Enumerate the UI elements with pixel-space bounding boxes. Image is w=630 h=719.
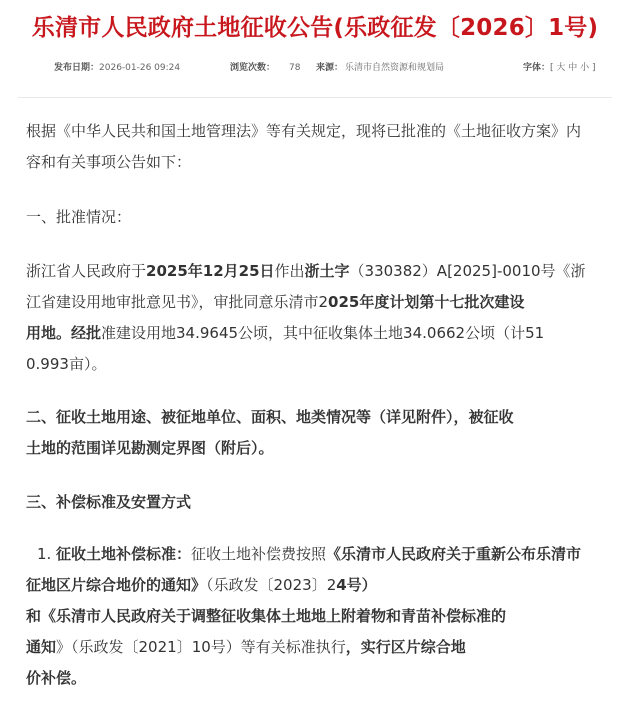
item1-line-1 xyxy=(56,539,608,570)
item1-line-2 xyxy=(26,570,608,601)
item1-bold: ，实行区片综合地 xyxy=(345,638,466,656)
article-meta xyxy=(0,60,630,74)
item1-bold: 和《乐清市人民政府关于调整征收集体土地地上附着物和青苗补偿标准的 xyxy=(26,607,507,625)
item1-part: （乐政发〔2023〕2 xyxy=(206,576,337,594)
intro-line: 容和有关事项公告如下： xyxy=(26,153,192,171)
divider xyxy=(18,97,612,98)
section1-line-1 xyxy=(26,256,606,287)
item1-part: 》（乐政发〔2021〕10号）等有关标准执行 xyxy=(56,638,346,656)
item1-part: 征收土地补偿费按照 xyxy=(191,545,327,563)
section1-bold-date: 2025年12月25日 xyxy=(146,262,275,280)
section1-line-3 xyxy=(26,318,606,349)
view-count-value: 78 xyxy=(289,63,301,73)
item1-line-4 xyxy=(26,632,608,663)
font-size-options[interactable]: [ 大 中 小 ] xyxy=(550,63,596,73)
source-value: 乐清市自然资源和规划局 xyxy=(345,63,445,73)
section1-part: 浙江省人民政府于 xyxy=(26,262,147,280)
section1-part: 江省建设用地审批意见书》，审批同意乐清市2 xyxy=(26,293,329,311)
section1-line-2 xyxy=(26,287,606,318)
intro-line: 根据《中华人民共和国土地管理法》等有关规定，现将已批准的《土地征收方案》内 xyxy=(26,122,582,140)
section1-bold-batch: 用地。经批 xyxy=(26,324,102,342)
article-title: 乐清市人民政府土地征收公告(乐政征发〔2026〕1号) xyxy=(31,15,599,41)
publish-date xyxy=(54,60,180,73)
item1-bold: 4号） xyxy=(336,576,377,594)
view-count xyxy=(230,60,300,73)
source-label: 来源： xyxy=(316,63,344,73)
section2-part: 土地的范围详见勘测定界图（附后）。 xyxy=(26,439,274,457)
item1-bold: 价补偿。 xyxy=(26,669,87,687)
publish-date-value: 2026-01-26 09:24 xyxy=(99,63,181,73)
item1-paragraph xyxy=(26,539,608,694)
section2-line: 二、征收土地用途、被征地单位、面积、地类情况等（详见附件），被征收 xyxy=(26,408,514,426)
section2-paragraph xyxy=(26,402,606,464)
section1-line-4: 0.993亩）。 xyxy=(26,355,107,373)
publish-date-label: 发布日期： xyxy=(54,63,100,73)
item1-number: 1. xyxy=(37,545,52,563)
view-count-label: 浏览次数： xyxy=(230,63,276,73)
section1-bold-batch: 025年度计划第十七批次建设 xyxy=(328,293,525,311)
font-size-switch xyxy=(523,60,595,73)
item1-label: 征收土地补偿标准： xyxy=(56,545,192,563)
section1-part: 作出 xyxy=(274,262,305,280)
item1-bold: 征地区片综合地价的通知》 xyxy=(26,576,207,594)
source xyxy=(316,60,444,73)
section3-heading: 三、补偿标准及安置方式 xyxy=(26,493,192,511)
section1-paragraph xyxy=(26,256,606,380)
item1-line-3 xyxy=(26,601,608,632)
section1-part: （330382）A[2025]-0010号《浙 xyxy=(349,262,586,280)
item1-bold: 通知 xyxy=(26,638,57,656)
section1-part: 准建设用地34.9645公顷，其中征收集体土地34.0662公顷（计51 xyxy=(101,324,545,342)
section1-bold-doc: 浙土字 xyxy=(304,262,350,280)
item1-bold: 《乐清市人民政府关于重新公布乐清市 xyxy=(326,545,582,563)
intro-paragraph xyxy=(26,116,606,178)
section1-heading: 一、批准情况： xyxy=(26,208,132,226)
item1-line-5 xyxy=(26,663,608,694)
section2-line xyxy=(26,433,606,464)
font-size-label: 字体： xyxy=(523,63,551,73)
